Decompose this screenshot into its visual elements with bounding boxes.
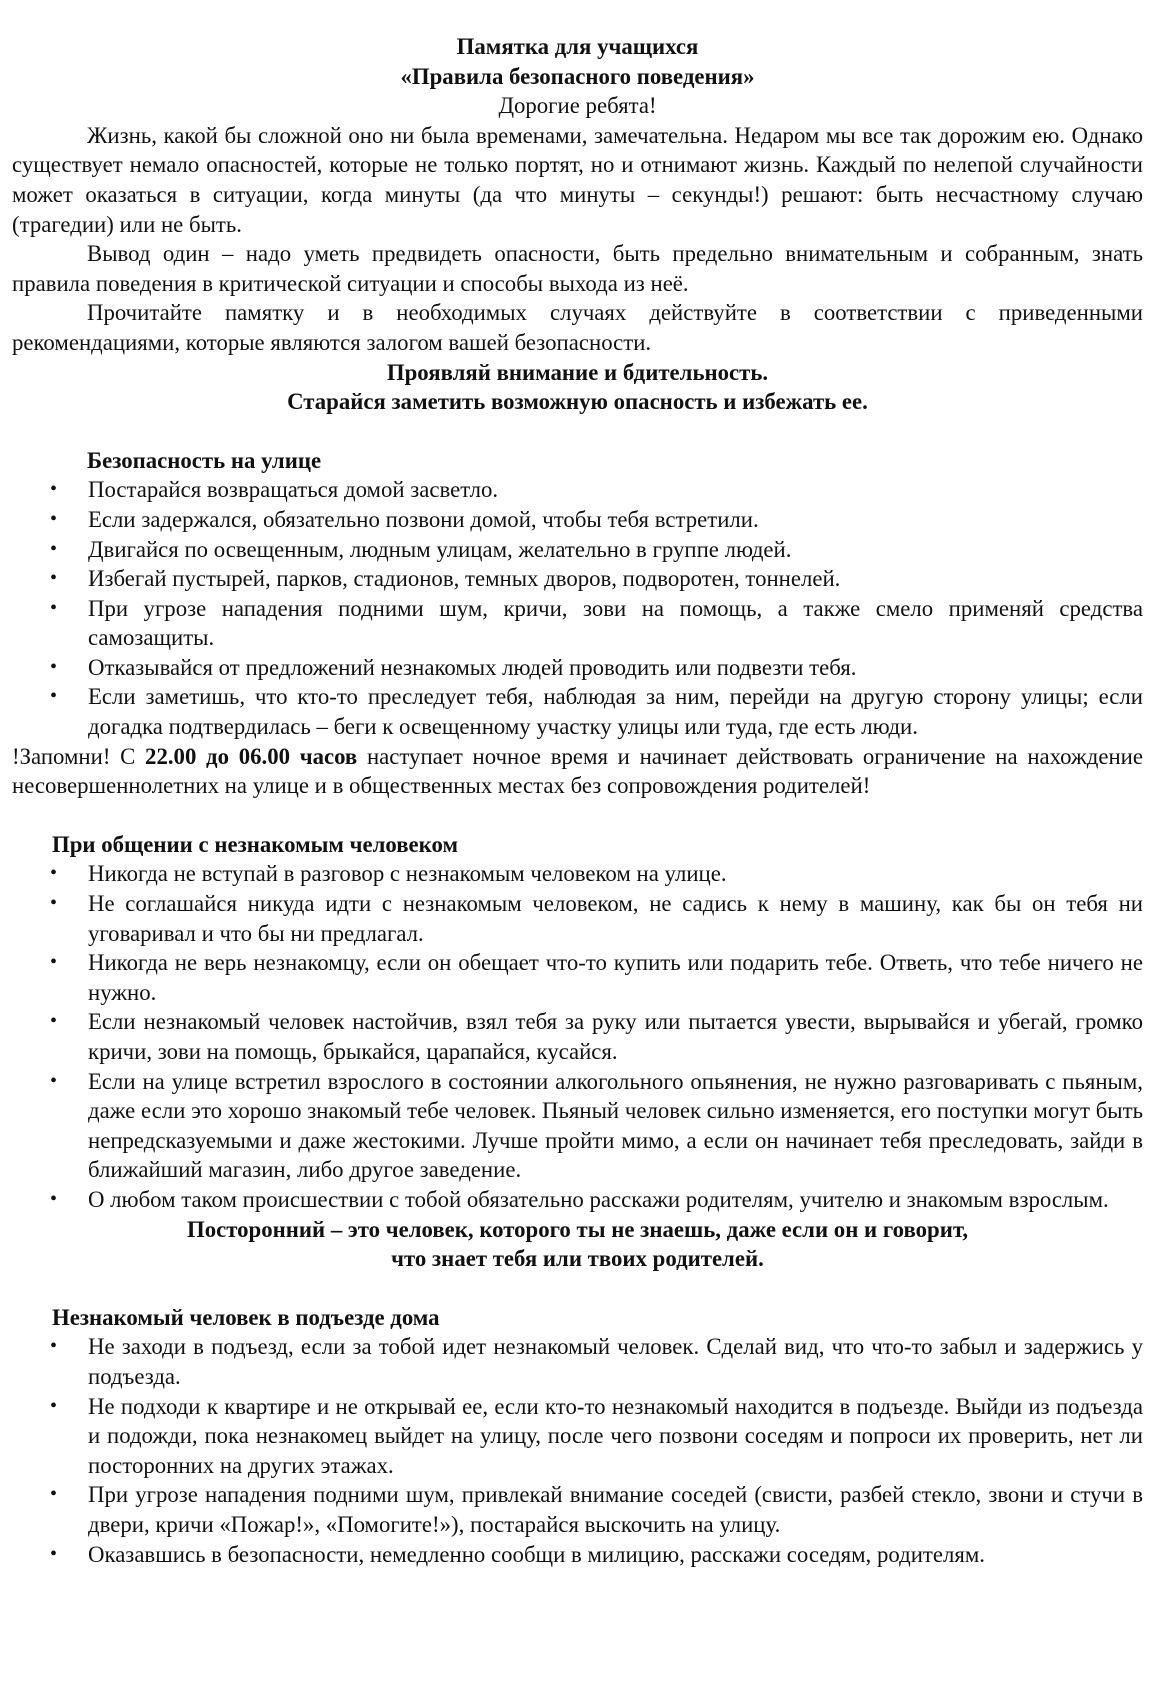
greeting: Дорогие ребята! <box>498 93 657 119</box>
bullet-list <box>12 475 1143 741</box>
document-header <box>12 32 1143 121</box>
list-item: • Двигайся по освещенным, людным улицам, желательно в группе людей. <box>88 535 1143 565</box>
slogan-attention <box>12 358 1143 417</box>
intro-paragraph: Жизнь, какой бы сложной оно ни была временами, замечательна. Недаром мы все так дорожим ею. Однако существует немало опасностей, которые не только портят, но и отнимают жизнь. Каждый по нелепой случайности может оказаться в ситуации, когда минуты (да что минуты – секунды!) решают: быть несчастному случаю (трагедии) или не быть. <box>12 122 1143 237</box>
slogan-line: Проявляй внимание и бдительность. <box>386 359 769 385</box>
bullet-icon: • <box>50 1394 58 1417</box>
slogan-line: Посторонний – это человек, которого ты не знаешь, даже если он и говорит, <box>186 1216 969 1242</box>
list-item: • Никогда не верь незнакомцу, если он обещает что-то купить или подарить тебе. Ответь, что тебе ничего не нужно. <box>50 950 1143 1005</box>
bullet-icon: • <box>50 1010 58 1033</box>
bullet-list <box>12 859 1143 1214</box>
section-street-safety <box>12 446 1143 801</box>
bullet-icon: • <box>50 685 58 708</box>
bullet-icon: • <box>50 596 58 619</box>
list-item: • Отказывайся от предложений незнакомых людей проводить или подвезти тебя. <box>88 653 1143 683</box>
list-item: • О любом таком происшествии с тобой обязательно расскажи родителям, учителю и знакомым взрослым. <box>88 1185 1143 1215</box>
document-subtitle: «Правила безопасного поведения» <box>400 63 755 89</box>
list-item: • Не подходи к квартире и не открывай ее, если кто-то незнакомый находится в подъезде. Выйди из подъезда и подожди, пока незнакомец выйдет на улицу, после чего позвони соседям и попроси их проверить, нет ли посторонних на других этажах. <box>50 1393 1143 1478</box>
list-item: • Оказавшись в безопасности, немедленно сообщи в милицию, расскажи соседям, родителям. <box>88 1540 1143 1570</box>
list-item: • При угрозе нападения подними шум, кричи, зови на помощь, а также смело применяй средства самозащиты. <box>50 595 1143 651</box>
list-item: • Никогда не вступай в разговор с незнакомым человеком на улице. <box>88 859 1143 889</box>
list-item: • Если незнакомый человек настойчив, взял тебя за руку или пытается увести, вырывайся и убегай, громко кричи, зови на помощь, брыкайся, царапайся, кусайся. <box>50 1009 1143 1064</box>
bullet-icon: • <box>50 1187 58 1210</box>
section-title: При общении с незнакомым человеком <box>52 831 458 857</box>
document-title: Памятка для учащихся <box>456 34 699 59</box>
curfew-hours: 22.00 до 06.00 часов <box>145 743 358 769</box>
slogan-line: что знает тебя или твоих родителей. <box>391 1246 764 1272</box>
bullet-icon: • <box>50 655 58 678</box>
bullet-icon: • <box>50 951 58 974</box>
bullet-icon: • <box>50 507 58 530</box>
list-item: • Избегай пустырей, парков, стадионов, темных дворов, подворотен, тоннелей. <box>88 564 1143 594</box>
section-stranger-contact <box>12 830 1143 1274</box>
bullet-icon: • <box>50 892 58 915</box>
bullet-icon: • <box>50 1542 58 1565</box>
bullet-icon: • <box>50 1483 58 1506</box>
section-title: Безопасность на улице <box>87 447 322 473</box>
bullet-icon: • <box>50 862 58 885</box>
list-item: • Постарайся возвращаться домой засветло. <box>88 475 1143 505</box>
list-item: • Если задержался, обязательно позвони домой, чтобы тебя встретили. <box>88 505 1143 535</box>
list-item: • При угрозе нападения подними шум, привлекай внимание соседей (свисти, разбей стекло, звони и стучи в двери, кричи «Пожар!», «Помогите!»), постарайся выскочить на улицу. <box>50 1482 1143 1537</box>
section-entrance-stranger <box>12 1303 1143 1569</box>
section-title: Незнакомый человек в подъезде дома <box>52 1304 440 1330</box>
bullet-icon: • <box>50 1069 58 1092</box>
list-item: • Если заметишь, что кто-то преследует тебя, наблюдая за ним, перейди на другую сторону улицы; если догадка подтвердилась – беги к освещенному участку улицы или туда, где есть люди. <box>50 684 1143 740</box>
intro-paragraph: Прочитайте памятку и в необходимых случаях действуйте в соответствии с приведенными рекомендациями, которые являются залогом вашей безопасности. <box>12 300 1143 355</box>
bullet-icon: • <box>50 537 58 560</box>
bullet-icon: • <box>50 567 58 590</box>
bullet-list <box>12 1332 1143 1569</box>
bullet-icon: • <box>50 1335 58 1358</box>
intro-paragraph: Вывод один – надо уметь предвидеть опасности, быть предельно внимательным и собранным, знать правила поведения в критической ситуации и способы выхода из неё. <box>12 241 1143 296</box>
list-item: • Если на улице встретил взрослого в состоянии алкогольного опьянения, не нужно разговаривать с пьяным, даже если это хорошо знакомый тебе человек. Пьяный человек сильно изменяется, его поступки могут быть непредсказуемыми и даже жестокими. Лучше пройти мимо, а если он начинает тебя преследовать, зайди в ближайший магазин, либо другое заведение. <box>50 1068 1143 1183</box>
curfew-note: !Запомни! С 22.00 до 06.00 часов наступает ночное время и начинает действовать ограничение на нахождение несовершеннолетних на улице и в общественных местах без сопровождения родителей! <box>12 743 1143 799</box>
bullet-icon: • <box>50 478 58 501</box>
list-item: • Не заходи в подъезд, если за тобой идет незнакомый человек. Сделай вид, что что-то забыл и задержись у подъезда. <box>50 1334 1143 1389</box>
slogan-line: Старайся заметить возможную опасность и избежать ее. <box>287 389 868 415</box>
list-item: • Не соглашайся никуда идти с незнакомым человеком, не садись к нему в машину, как бы он тебя ни уговаривал и что бы ни предлагал. <box>50 891 1143 946</box>
